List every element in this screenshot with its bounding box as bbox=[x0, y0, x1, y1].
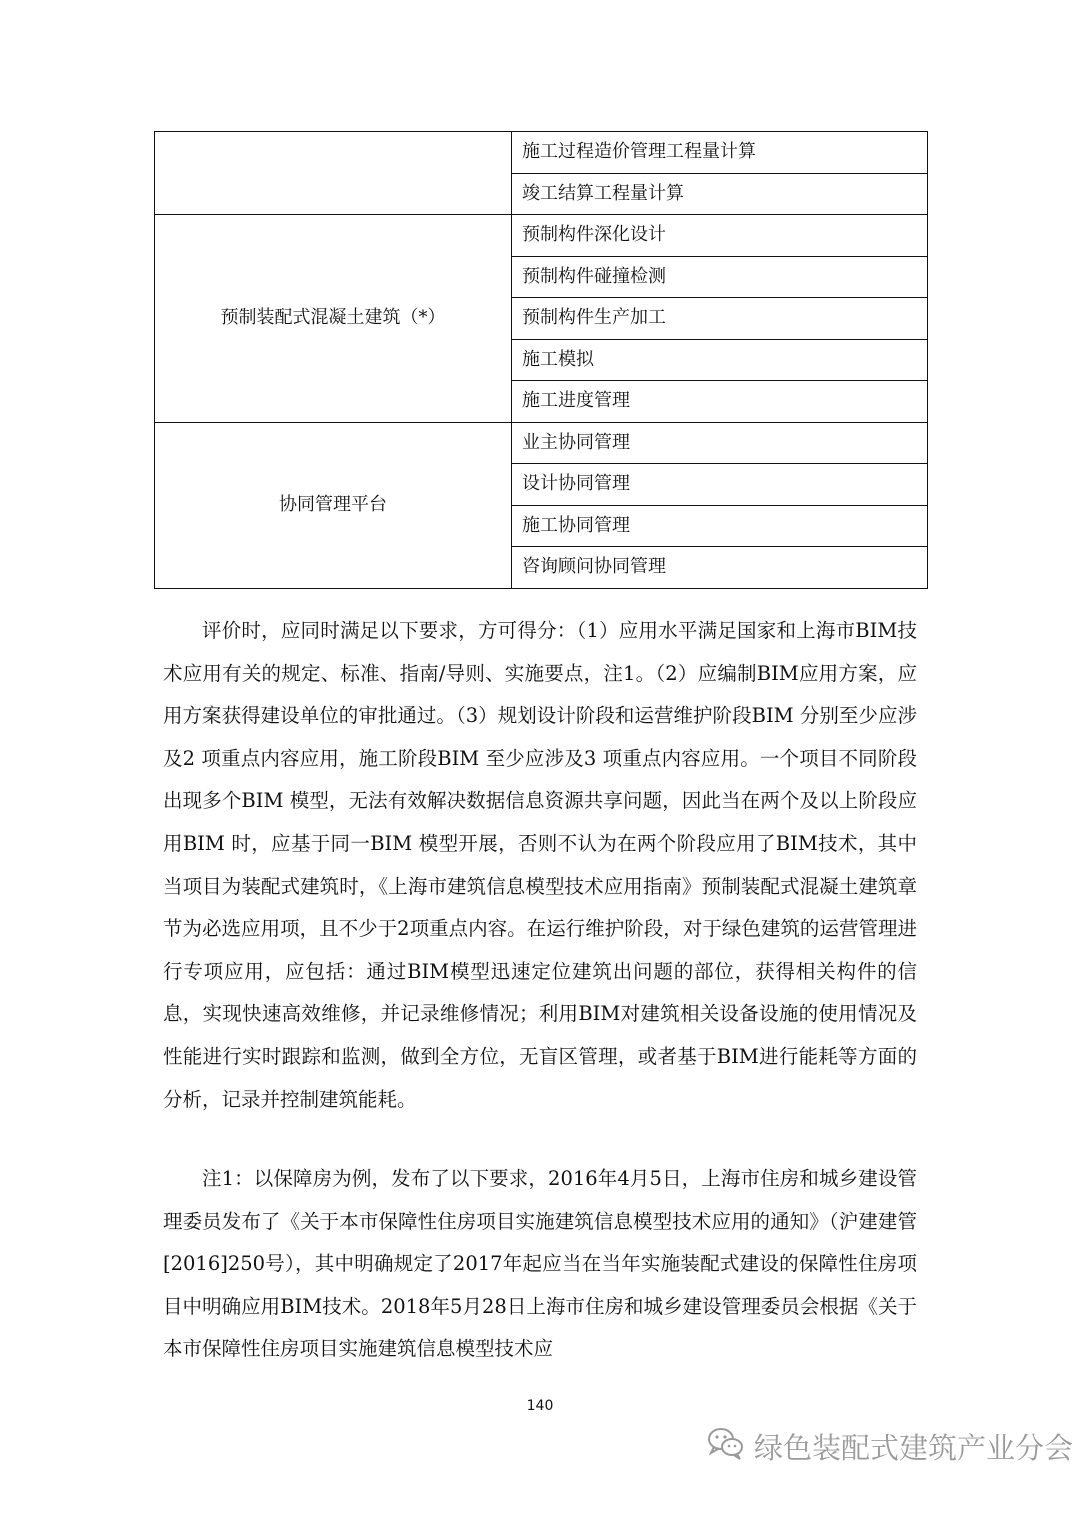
table-item-cell: 预制构件碰撞检测 bbox=[512, 256, 928, 298]
table-item-cell: 施工进度管理 bbox=[512, 381, 928, 423]
table-item-cell: 施工协同管理 bbox=[512, 505, 928, 547]
table-item-cell: 竣工结算工程量计算 bbox=[512, 173, 928, 215]
table-item-cell: 施工模拟 bbox=[512, 339, 928, 381]
table-category-cell bbox=[155, 132, 512, 215]
bim-application-table bbox=[154, 131, 928, 589]
table-item-cell: 预制构件深化设计 bbox=[512, 215, 928, 257]
table-item-cell: 设计协同管理 bbox=[512, 464, 928, 506]
note-paragraph: 注1：以保障房为例，发布了以下要求，2016年4月5日，上海市住房和城乡建设管理委员发布了《关于本市保障性住房项目实施建筑信息模型技术应用的通知》（沪建建管[2016]250号），其中明确规定了2017年起应当在当年实施装配式建设的保障性住房项目中明确应用BIM技术。2018年5月28日上海市住房和城乡建设管理委员会根据《关于本市保障性住房项目实施建筑信息模型技术应 bbox=[163, 1167, 917, 1361]
table-category-cell: 协同管理平台 bbox=[155, 422, 512, 588]
wechat-icon bbox=[706, 1425, 746, 1468]
table-item-cell: 预制构件生产加工 bbox=[512, 298, 928, 340]
table-item-cell: 业主协同管理 bbox=[512, 422, 928, 464]
page-number: 140 bbox=[526, 1398, 554, 1414]
watermark-text: 绿色装配式建筑产业分会 bbox=[754, 1430, 1074, 1465]
table-category-cell: 预制装配式混凝土建筑（*） bbox=[155, 215, 512, 423]
table-item-cell: 咨询顾问协同管理 bbox=[512, 547, 928, 589]
evaluation-paragraph: 评价时，应同时满足以下要求，方可得分：（1）应用水平满足国家和上海市BIM技术应用有关的规定、标准、指南/导则、实施要点，注1。（2）应编制BIM应用方案，应用方案获得建设单位的审批通过。（3）规划设计阶段和运营维护阶段BIM 分别至少应涉及2 项重点内容应用，施工阶段BIM 至少应涉及3 项重点内容应用。一个项目不同阶段出现多个BIM 模型，无法有效解决数据信息资源共享问题，因此当在两个及以上阶段应用BIM 时，应基于同一BIM 模型开展，否则不认为在两个阶段应用了BIM技术，其中当项目为装配式建筑时，《上海市建筑信息模型技术应用指南》预制装配式混凝土建筑章节为必选应用项，且不少于2项重点内容。在运行维护阶段，对于绿色建筑的运营管理进行专项应用，应包括：通过BIM模型迅速定位建筑出问题的部位，获得相关构件的信息，实现快速高效维修，并记录维修情况；利用BIM对建筑相关设备设施的使用情况及性能进行实时跟踪和监测，做到全方位，无盲区管理，或者基于BIM进行能耗等方面的分析，记录并控制建筑能耗。 bbox=[163, 619, 917, 1111]
table-item-cell: 施工过程造价管理工程量计算 bbox=[512, 132, 928, 174]
watermark bbox=[706, 1426, 1073, 1466]
